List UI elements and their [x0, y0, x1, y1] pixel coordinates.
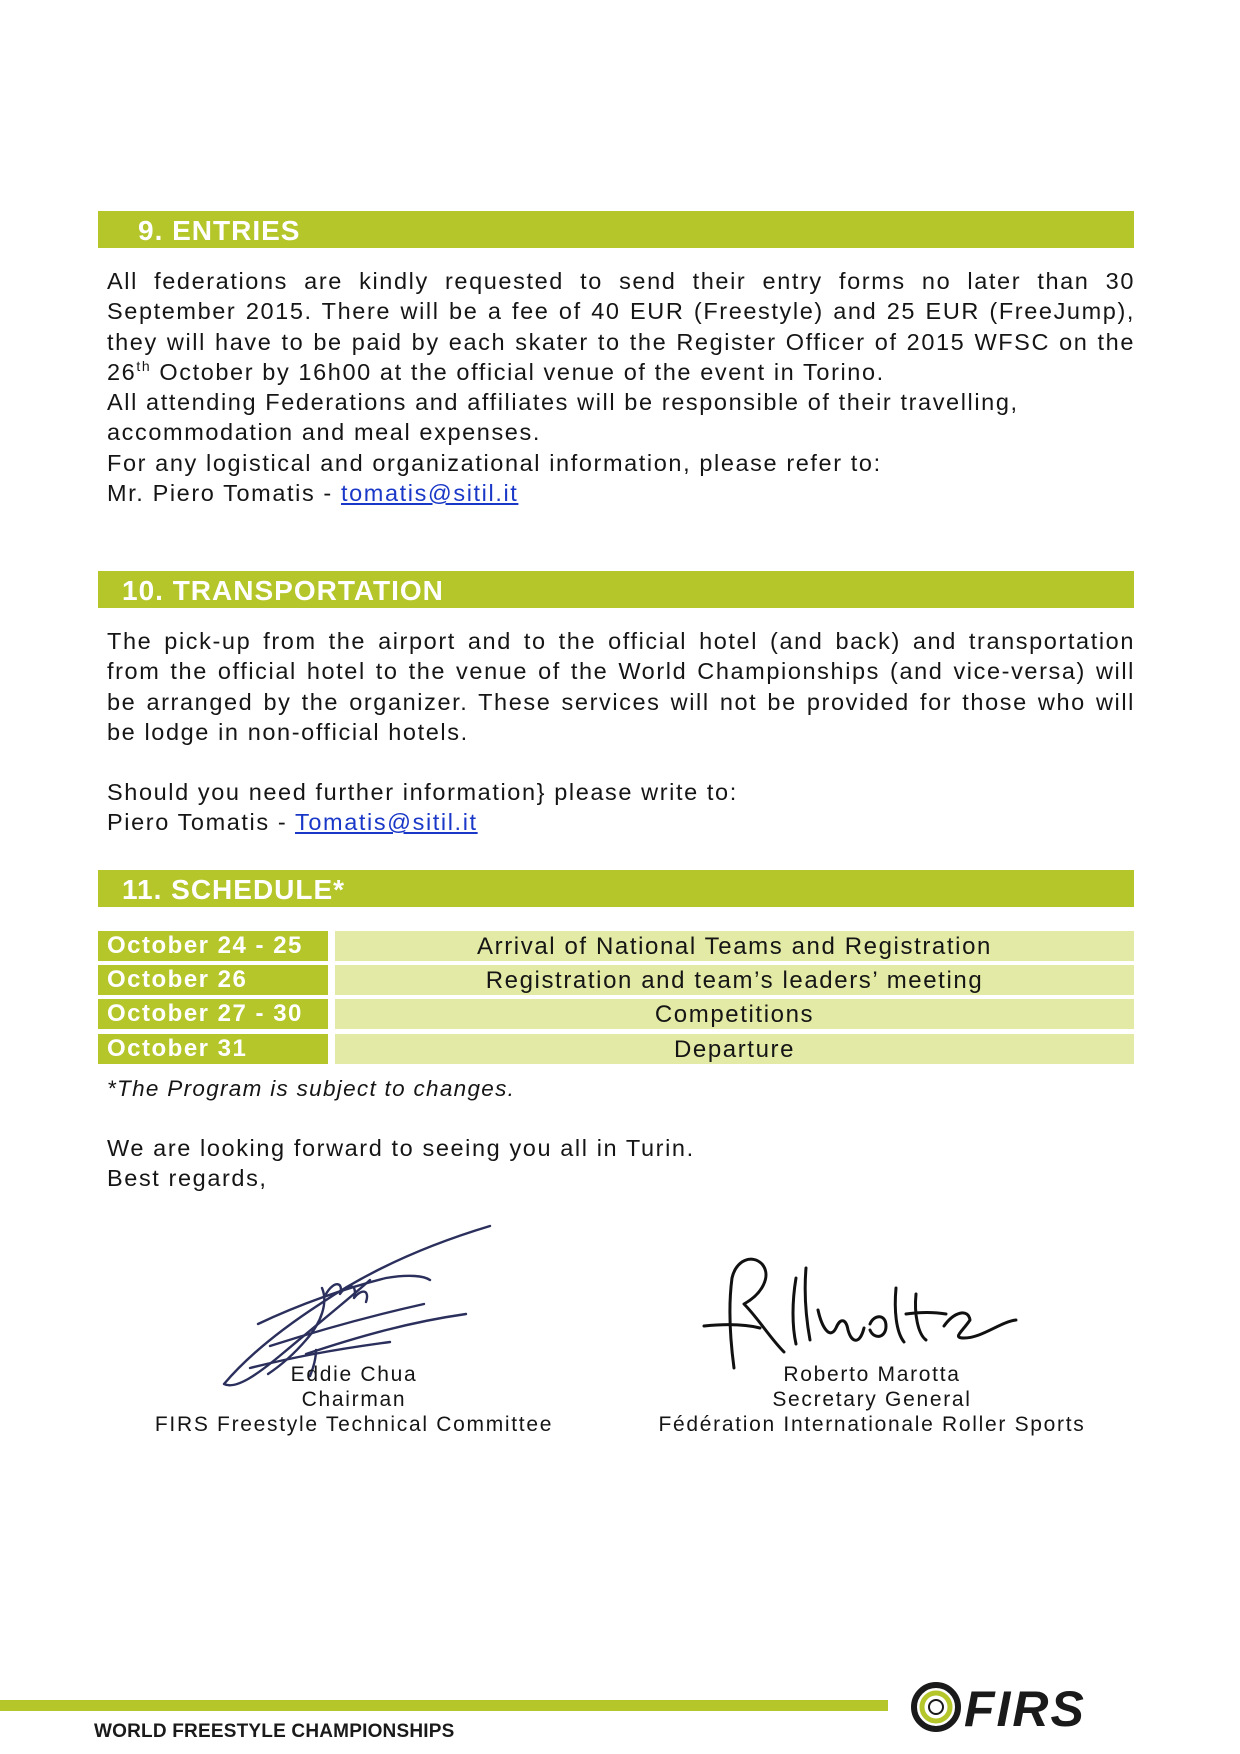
entries-paragraph-1-part-a: All federations are kindly requested to send their entry forms no later than 30 September 2015. There will be a fee of 40 EUR (Freestyle) and 25 EUR (FreeJump), they will have to be paid by each skater to the Register Officer of 2015 WFSC on the 26 [107, 268, 1135, 385]
section-title-entries: 9. ENTRIES [138, 215, 301, 246]
entries-paragraph-2: All attending Federations and affiliates will be responsible of their travelling, accommodation and meal expenses. [107, 389, 1019, 446]
schedule-date: October 24 - 25 [98, 931, 328, 961]
transportation-paragraph-2: Should you need further information} please write to: [107, 779, 738, 806]
schedule-date: October 27 - 30 [98, 999, 328, 1029]
firs-logo-text: FIRS [964, 1681, 1086, 1737]
signatory-role: Secretary General [772, 1388, 972, 1411]
footer-accent-line [0, 1700, 888, 1711]
transportation-body [107, 626, 1135, 838]
footer-event-title: WORLD FREESTYLE CHAMPIONSHIPS [94, 1721, 455, 1742]
signatory-role: Chairman [301, 1388, 407, 1411]
entries-paragraph-1 [107, 266, 1135, 387]
transportation-contact [107, 807, 1135, 837]
section-header-entries [98, 211, 1134, 248]
signatory-block-eddie-chua [124, 1362, 584, 1437]
signatory-block-roberto-marotta [642, 1362, 1102, 1437]
transportation-contact-email-link[interactable]: Tomatis@sitil.it [295, 809, 478, 836]
section-header-transportation [98, 571, 1134, 608]
closing-line: We are looking forward to seeing you all in Turin. [107, 1135, 695, 1161]
section-title-transportation: 10. TRANSPORTATION [122, 575, 444, 606]
signatory-name: Eddie Chua [290, 1363, 418, 1386]
entries-paragraph-1-part-b: October by 16h00 at the official venue of the event in Torino. [151, 358, 885, 385]
schedule-event: Registration and team’s leaders’ meeting [335, 965, 1134, 995]
entries-contact [107, 478, 1135, 508]
section-header-schedule [98, 870, 1134, 907]
section-title-schedule: 11. SCHEDULE* [122, 874, 346, 905]
entries-contact-email-link[interactable]: tomatis@sitil.it [340, 480, 519, 507]
signature-roberto-marotta-image [700, 1248, 1050, 1378]
firs-logo-icon [908, 1676, 1148, 1738]
schedule-row [98, 1034, 1134, 1064]
schedule-row [98, 931, 1134, 961]
entries-contact-name: Mr. Piero Tomatis - [107, 480, 341, 507]
schedule-note: *The Program is subject to changes. [107, 1076, 516, 1101]
signatory-organization: Fédération Internationale Roller Sports [658, 1413, 1086, 1436]
transportation-paragraph-1: The pick-up from the airport and to the official hotel (and back) and transportation from the official hotel to the venue of the World Championships (and vice-versa) will be arranged by the organizer. These services will not be provided for those who will be lodge in non-official hotels. [107, 628, 1135, 745]
schedule-date: October 31 [98, 1034, 328, 1064]
closing-greeting: Best regards, [107, 1165, 268, 1192]
schedule-row [98, 965, 1134, 995]
ordinal-suffix: th [136, 358, 152, 375]
schedule-event: Competitions [335, 999, 1134, 1029]
entries-paragraph-3: For any logistical and organizational information, please refer to: [107, 449, 882, 476]
transportation-contact-name: Piero Tomatis - [107, 809, 295, 836]
schedule-date: October 26 [98, 965, 328, 995]
closing-text [107, 1133, 1135, 1194]
schedule-row [98, 999, 1134, 1029]
signatory-name: Roberto Marotta [783, 1363, 961, 1386]
schedule-event: Arrival of National Teams and Registration [335, 931, 1134, 961]
schedule-event: Departure [335, 1034, 1134, 1064]
signatory-organization: FIRS Freestyle Technical Committee [154, 1413, 554, 1436]
entries-body [107, 266, 1135, 508]
